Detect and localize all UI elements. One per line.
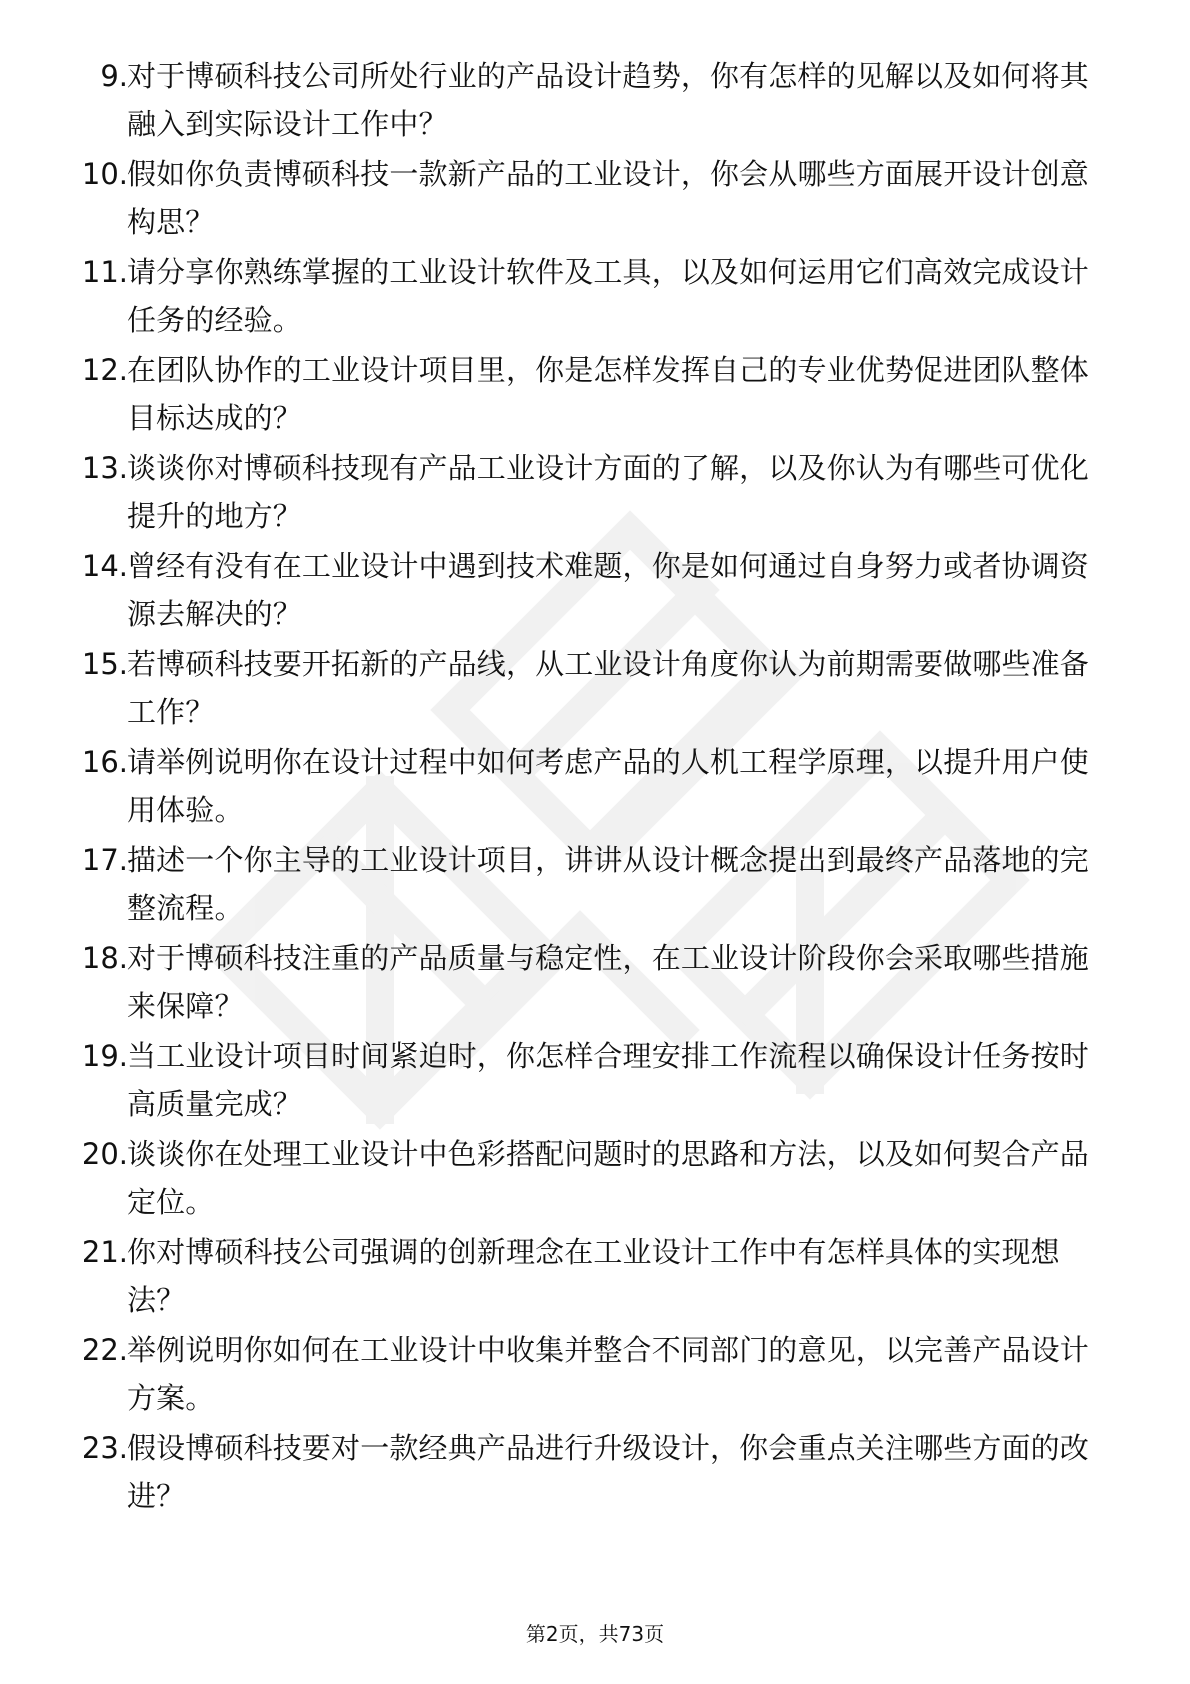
question-number: 20. — [81, 1137, 128, 1171]
question-item-19 — [0, 1032, 1190, 1130]
question-text: 在团队协作的工业设计项目里，你是怎样发挥自己的专业优势促进团队整体目标达成的？ — [127, 353, 1089, 435]
question-text: 谈谈你对博硕科技现有产品工业设计方面的了解，以及你认为有哪些可优化提升的地方？ — [127, 451, 1089, 533]
question-number: 11. — [81, 255, 128, 289]
question-number: 19. — [81, 1039, 128, 1073]
question-number: 13. — [81, 451, 128, 485]
question-item-14 — [0, 542, 1190, 640]
question-number: 16. — [81, 745, 128, 779]
question-text: 曾经有没有在工业设计中遇到技术难题，你是如何通过自身努力或者协调资源去解决的？ — [127, 549, 1089, 631]
question-item-20 — [0, 1130, 1190, 1228]
question-number: 14. — [81, 549, 128, 583]
question-text: 对于博硕科技公司所处行业的产品设计趋势，你有怎样的见解以及如何将其融入到实际设计工作中？ — [127, 59, 1089, 141]
question-number: 17. — [81, 843, 128, 877]
question-item-16 — [0, 738, 1190, 836]
question-text: 假设博硕科技要对一款经典产品进行升级设计，你会重点关注哪些方面的改进？ — [127, 1431, 1089, 1513]
page-number-footer: 第2页，共73页 — [525, 1622, 665, 1646]
question-text: 描述一个你主导的工业设计项目，讲讲从设计概念提出到最终产品落地的完整流程。 — [127, 843, 1089, 925]
question-number: 10. — [81, 157, 128, 191]
question-number: 22. — [81, 1333, 128, 1367]
question-item-15 — [0, 640, 1190, 738]
question-text: 对于博硕科技注重的产品质量与稳定性，在工业设计阶段你会采取哪些措施来保障？ — [127, 941, 1089, 1023]
question-item-23 — [0, 1424, 1190, 1522]
question-item-17 — [0, 836, 1190, 934]
question-item-11 — [0, 248, 1190, 346]
question-number: 9. — [100, 59, 128, 93]
question-text: 谈谈你在处理工业设计中色彩搭配问题时的思路和方法，以及如何契合产品定位。 — [127, 1137, 1089, 1219]
question-item-12 — [0, 346, 1190, 444]
question-item-10 — [0, 150, 1190, 248]
question-text: 请举例说明你在设计过程中如何考虑产品的人机工程学原理，以提升用户使用体验。 — [127, 745, 1089, 827]
question-text: 当工业设计项目时间紧迫时，你怎样合理安排工作流程以确保设计任务按时高质量完成？ — [127, 1039, 1089, 1121]
question-number: 12. — [81, 353, 128, 387]
question-number: 21. — [81, 1235, 128, 1269]
question-text: 若博硕科技要开拓新的产品线，从工业设计角度你认为前期需要做哪些准备工作？ — [127, 647, 1089, 729]
question-text: 假如你负责博硕科技一款新产品的工业设计，你会从哪些方面展开设计创意构思？ — [127, 157, 1089, 239]
question-item-21 — [0, 1228, 1190, 1326]
question-text: 请分享你熟练掌握的工业设计软件及工具，以及如何运用它们高效完成设计任务的经验。 — [127, 255, 1089, 337]
question-item-9 — [0, 52, 1190, 150]
question-text: 举例说明你如何在工业设计中收集并整合不同部门的意见，以完善产品设计方案。 — [127, 1333, 1089, 1415]
question-text: 你对博硕科技公司强调的创新理念在工业设计工作中有怎样具体的实现想法？ — [127, 1235, 1060, 1317]
question-number: 15. — [81, 647, 128, 681]
question-number: 23. — [81, 1431, 128, 1465]
question-number: 18. — [81, 941, 128, 975]
question-list — [0, 52, 1190, 1522]
question-item-18 — [0, 934, 1190, 1032]
question-item-22 — [0, 1326, 1190, 1424]
question-item-13 — [0, 444, 1190, 542]
